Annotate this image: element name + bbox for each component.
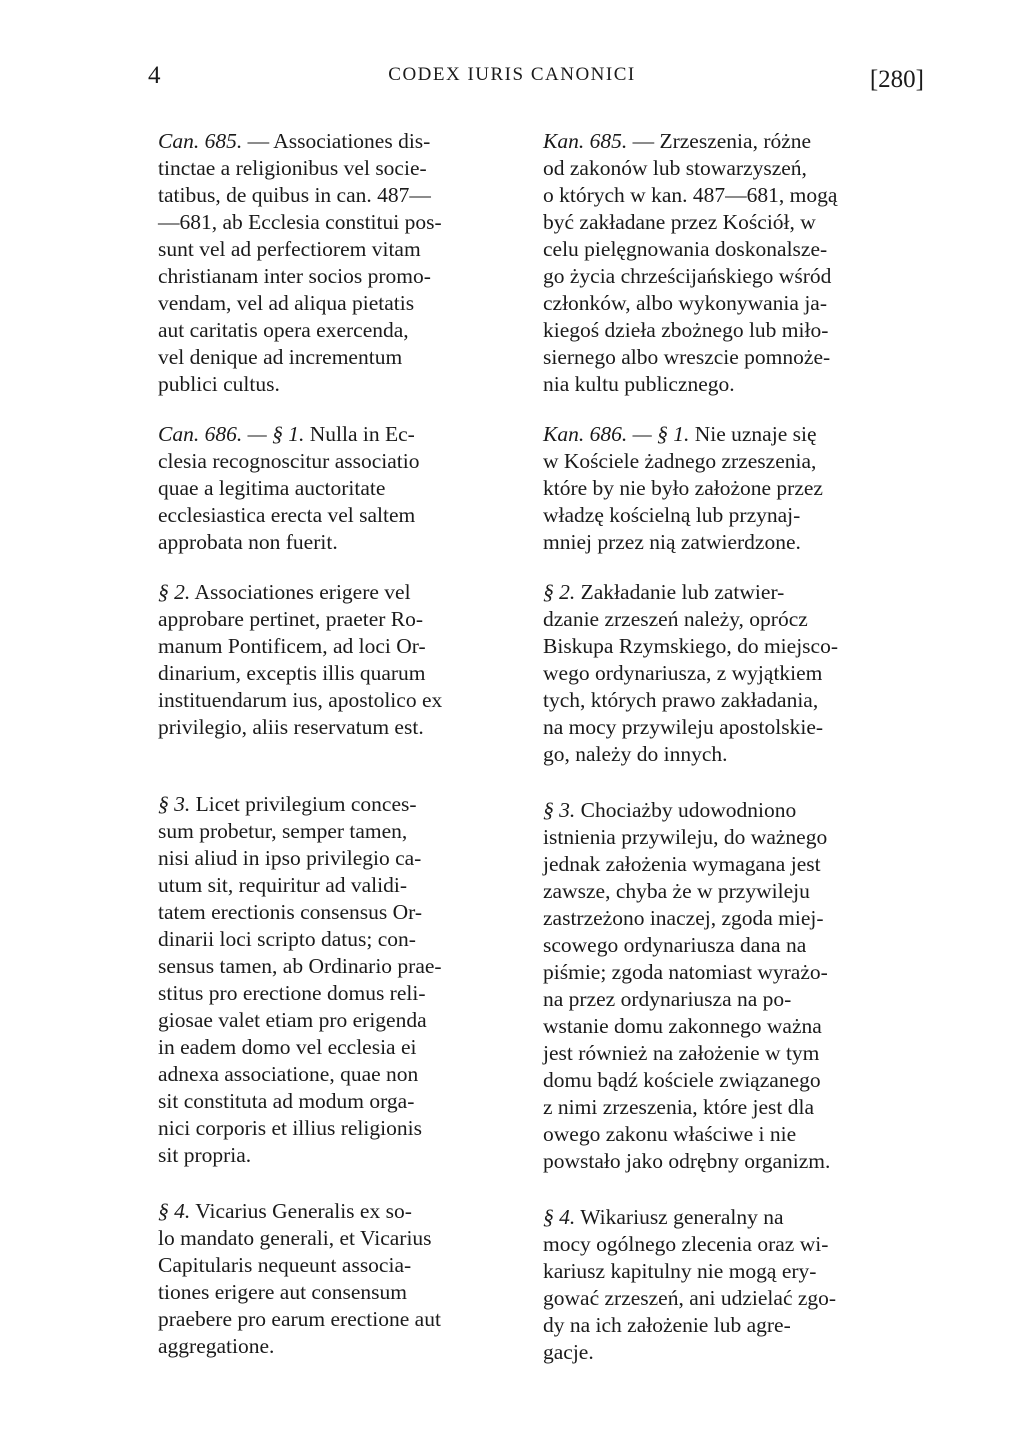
paragraph-text: Chociażby udowodniono istnienia przywileju, do ważnego jednak założenia wymagana jest zawsze, chyba że w przywileju zastrzeżono inaczej, zgoda miej- scowego ordynariusza dana na piśmie; zgoda natomiast wyrażo- na przez ordynariusza na po- wstanie domu zakonnego ważna jest również na założenie w tym domu bądź kościele związanego z nimi zrzeszenia, które jest dla owego zakonu właściwe i nie powstało jako odrębny organizm.	[543, 798, 831, 1173]
latin-par-3	[158, 791, 518, 1169]
paragraph-lead: § 2.	[543, 580, 576, 604]
polish-par-4	[543, 1204, 909, 1366]
polish-par-3	[543, 797, 909, 1175]
latin-par-4	[158, 1198, 518, 1360]
paragraph-text: Zakładanie lub zatwier- dzanie zrzeszeń należy, oprócz Biskupa Rzymskiego, do miejsco- wego ordynariusza, z wyjątkiem tych, których prawo zakładania, na mocy przywileju apostolskie- go, należy do innych.	[543, 580, 838, 766]
paragraph-text: Licet privilegium conces- sum probetur, semper tamen, nisi aliud in ipso privilegio ca- utum sit, requiritur ad validi- tatem erectionis consensus Or- dinarii loci scripto datus; con- sensus tamen, ab Ordinario prae- stitus pro erectione domus reli- giosae valet etiam pro erigenda in eadem domo vel ecclesia ei adnexa associatione, quae non sit constituta ad modum orga- nici corporis et illius religionis sit propria.	[158, 792, 442, 1167]
polish-column	[543, 128, 909, 1366]
canon-lead: Kan. 686. — § 1.	[543, 422, 690, 446]
paragraph-lead: § 4.	[543, 1205, 576, 1229]
canon-text: Nie uznaje się w Kościele żadnego zrzeszenia, które by nie było założone przez władzę kościelną lub przynaj- mniej przez nią zatwierdzone.	[543, 422, 823, 554]
page-number: 4	[148, 62, 161, 89]
canon-text: — Zrzeszenia, różne od zakonów lub stowarzyszeń, o których w kan. 487—681, mogą być zakładane przez Kościół, w celu pielęgnowania doskonalsze- go życia chrześcijańskiego wśród członków, albo wykonywania ja- kiegoś dzieła zbożnego lub miło- siernego albo wreszcie pomnoże- nia kultu publicznego.	[543, 129, 838, 396]
latin-par-2	[158, 579, 518, 741]
paragraph-lead: § 4.	[158, 1199, 191, 1223]
paragraph-lead: § 2.	[158, 580, 191, 604]
paragraph-lead: § 3.	[158, 792, 191, 816]
latin-can-686-par-1	[158, 421, 518, 556]
paragraph-text: Associationes erigere vel approbare pertinet, praeter Ro- manum Pontificem, ad loci Or- dinarium, exceptis illis quarum instituendarum ius, apostolico ex privilegio, aliis reservatum est.	[158, 580, 443, 739]
canon-text: Nulla in Ec- clesia recognoscitur associatio quae a legitima auctoritate ecclesiastica erecta vel saltem approbata non fuerit.	[158, 422, 420, 554]
latin-column	[158, 128, 518, 1360]
latin-can-685	[158, 128, 518, 398]
page-header	[0, 58, 1024, 98]
canon-text: — Associationes dis- tinctae a religionibus vel socie- tatibus, de quibus in can. 487— —681, ab Ecclesia constitui pos- sunt vel ad perfectiorem vitam christianam inter socios promo- vendam, vel ad aliqua pietatis aut caritatis opera exercenda, vel denique ad incrementum publici cultus.	[158, 129, 442, 396]
paragraph-text: Wikariusz generalny na mocy ogólnego zlecenia oraz wi- kariusz kapitulny nie mogą ery- gować zrzeszeń, ani udzielać zgo- dy na ich założenie lub agre- gacje.	[543, 1205, 837, 1364]
section-number: [280]	[869, 66, 924, 93]
canon-lead: Can. 685.	[158, 129, 243, 153]
polish-kan-685	[543, 128, 909, 398]
running-title: CODEX IURIS CANONICI	[388, 64, 636, 85]
paragraph-text: Vicarius Generalis ex so- lo mandato generali, et Vicarius Capitularis nequeunt associa- tiones erigere aut consensum praebere pro earum erectione aut aggregatione.	[158, 1199, 441, 1358]
paragraph-lead: § 3.	[543, 798, 576, 822]
canon-lead: Can. 686. — § 1.	[158, 422, 305, 446]
canon-lead: Kan. 685.	[543, 129, 628, 153]
polish-par-2	[543, 579, 909, 768]
polish-kan-686-par-1	[543, 421, 909, 556]
